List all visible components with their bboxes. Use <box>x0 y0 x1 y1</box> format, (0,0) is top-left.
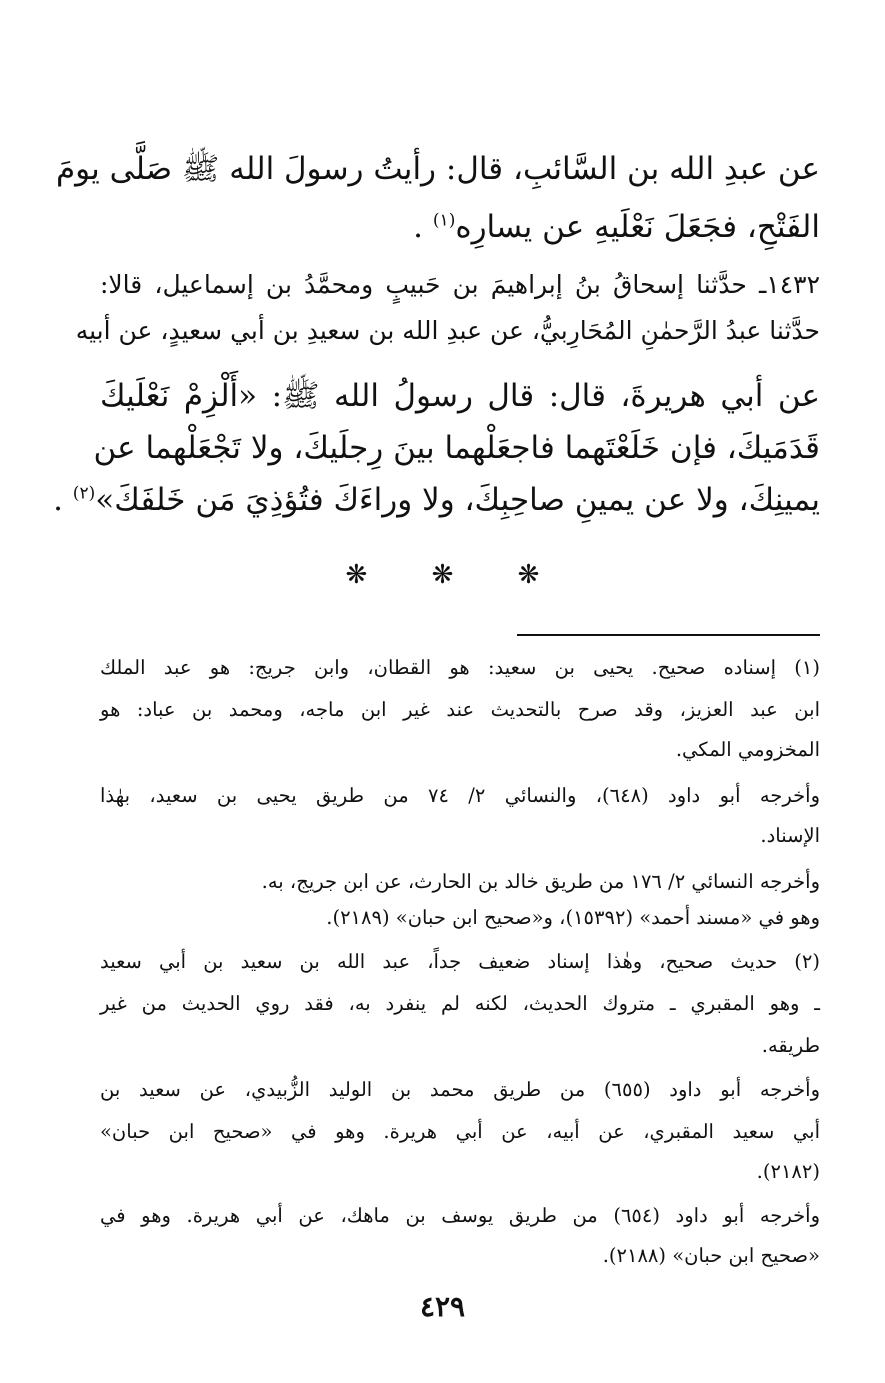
footnote-line: وأخرجه النسائي ٢/ ١٧٦ من طريق خالد بن الحارث، عن ابن جريج، به. <box>261 870 820 893</box>
section-separator <box>0 560 885 590</box>
star-ornament-icon: ❋ <box>517 560 540 590</box>
text-line <box>100 198 820 256</box>
footnote-line: وأخرجه أبو داود (٦٥٤) من طريق يوسف بن ماهك، عن أبي هريرة. وهو في <box>100 1204 820 1227</box>
footnote-line: طريقه. <box>761 1034 820 1057</box>
footnote-marker: (١) <box>432 210 456 231</box>
footnote-line: ـ وهو المقبري ـ متروك الحديث، لكنه لم ينفرد به، فقد روي الحديث من غير <box>100 992 820 1015</box>
footnote-marker: (٢) <box>72 483 96 504</box>
text-line: عن أبي هريرةَ، قال: قال رسولُ الله ﷺ: «أَلْزِمْ نَعْلَيكَ <box>100 378 820 414</box>
text-line <box>53 474 820 526</box>
footnote-line: وهو في «مسند أحمد» (١٥٣٩٢)، و«صحيح ابن حبان» (٢١٨٩). <box>326 906 820 929</box>
footnote-line: وأخرجه أبو داود (٦٥٥) من طريق محمد بن الوليد الزُّبيدي، عن سعيد بن <box>100 1078 820 1101</box>
text-line: قَدَمَيكَ، فإن خَلَعْتَهما فاجعَلْهما بينَ رِجلَيكَ، ولا تَجْعَلْهما عن <box>93 430 820 466</box>
footnote-line: «صحيح ابن حبان» (٢١٨٨). <box>602 1244 820 1267</box>
star-ornament-icon: ❋ <box>431 560 454 590</box>
text-line: حدَّثنا عبدُ الرَّحمٰنِ المُحَارِبيُّ، عن عبدِ الله بن سعيدِ بن أبي سعيدٍ، عن أبيه <box>75 316 820 345</box>
text-span: الفَتْحِ، فجَعَلَ نَعْلَيهِ عن يسارِه <box>455 209 820 245</box>
footnote-line: الإسناد. <box>760 824 820 847</box>
footnote-line: ابن عبد العزيز، وقد صرح بالتحديث عند غير ابن ماجه، ومحمد بن عباد: هو <box>100 698 820 721</box>
text-line: ١٤٣٢ـ حدَّثنا إسحاقُ بنُ إبراهيمَ بن حَبيبٍ ومحمَّدُ بن إسماعيل، قالا: <box>100 270 820 299</box>
hadith-text-2 <box>53 370 820 526</box>
text-span: . <box>413 209 424 245</box>
footnote-line: وأخرجه أبو داود (٦٤٨)، والنسائي ٢/ ٧٤ من طريق يحيى بن سعيد، بهٰذا <box>100 784 820 807</box>
star-ornament-icon: ❋ <box>345 560 368 590</box>
footnote-line: (١) إسناده صحيح. يحيى بن سعيد: هو القطان، وابن جريج: هو عبد الملك <box>100 656 820 679</box>
hadith-1432-isnad <box>75 262 820 354</box>
footnote-line: أبي سعيد المقبري، عن أبيه، عن أبي هريرة. وهو في «صحيح ابن حبان» <box>100 1120 820 1143</box>
text-span: . <box>53 482 63 518</box>
text-line: عن عبدِ الله بن السَّائبِ، قال: رأيتُ رسولَ الله ﷺ صَلَّى يومَ <box>55 151 820 187</box>
footnote-line: (٢) حديث صحيح، وهٰذا إسناد ضعيف جداً، عبد الله بن سعيد بن أبي سعيد <box>100 950 821 973</box>
text-span: يمينِكَ، ولا عن يمينِ صاحِبِكَ، ولا وراءَكَ فتُؤذِيَ مَن خَلفَكَ» <box>95 482 820 518</box>
page-number: ٤٢٩ <box>419 1290 466 1323</box>
footnote-line: المخزومي المكي. <box>675 738 820 761</box>
footnote-line: (٢١٨٢). <box>756 1160 820 1183</box>
hadith-text-1 <box>55 140 820 256</box>
footnote-divider <box>517 634 820 636</box>
